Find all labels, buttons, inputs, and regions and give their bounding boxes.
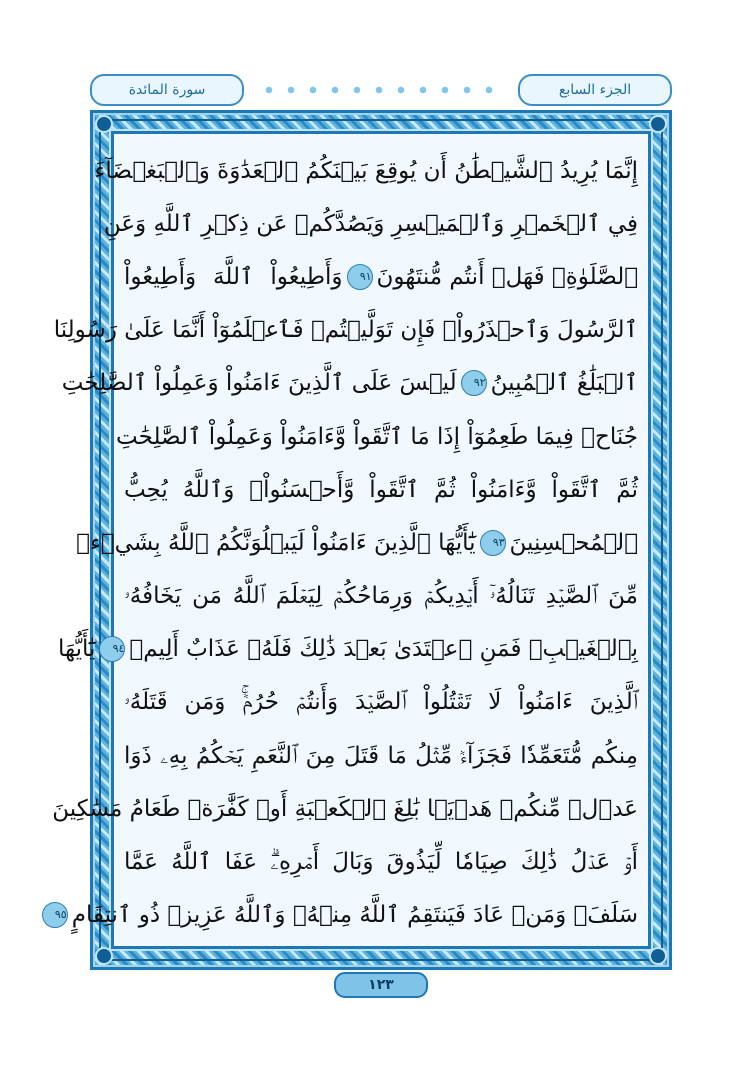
ayah-number-marker: ٩١ [347,264,373,290]
decorative-frame [52,110,672,970]
verse-text: مِّنَ ٱلصَّيۡدِ تَنَالُهُۥٓ أَيۡدِيكُمۡ وَرِمَاحُكُمۡ لِيَعۡلَمَ ٱللَّهُ مَن يَخَافُهُۥ [124,583,638,610]
verse-text: وَأَطِيعُواْ ٱللَّهَ وَأَطِيعُواْ [124,263,343,290]
verse-text: سَلَفَۚ وَمَنۡ عَادَ فَيَنتَقِمُ ٱللَّهُ مِنۡهُۚ وَٱللَّهُ عَزِيزٞ ذُو ٱنتِقَامٍ [71,902,638,929]
ayah-number-marker: ٩٥ [42,902,68,928]
verse-line [76,516,638,569]
header-ornament [258,82,504,98]
page-header [90,72,672,108]
verse-text: فِي ٱلۡخَمۡرِ وَٱلۡمَيۡسِرِ وَيَصُدَّكُمۡ عَن ذِكۡرِ ٱللَّهِ وَعَنِ [103,210,638,237]
verse-line [124,250,638,303]
mushaf-page [52,72,672,997]
verse-text: ٱلرَّسُولَ وَٱحۡذَرُواْۚ فَإِن تَوَلَّيۡتُمۡ فَٱعۡلَمُوٓاْ أَنَّمَا عَلَىٰ رَسُولِنَا [53,317,638,344]
verse-text-area [52,144,638,936]
verse-text: يَٰٓأَيُّهَا ٱلَّذِينَ ءَامَنُواْ لَيَبۡلُوَنَّكُمُ ٱللَّهُ بِشَيۡءٖ [76,529,476,556]
verse-line [53,304,638,357]
verse-text: يَٰٓأَيُّهَا [57,636,96,663]
verse-line [124,835,638,888]
ayah-number-marker: ٩٣ [480,530,506,556]
verse-line [124,463,638,516]
ayah-number-marker: ٩٤ [99,636,125,662]
verse-line [124,570,638,623]
verse-text: جُنَاحٞ فِيمَا طَعِمُوٓاْ إِذَا مَا ٱتَّقَواْ وَّءَامَنُواْ وَعَمِلُواْ ٱلصَّٰلِحَٰتِ [116,423,638,450]
text-panel [52,131,651,949]
verse-line [54,889,638,942]
verse-line [52,782,638,835]
verse-text: ٱلصَّلَوٰةِۖ فَهَلۡ أَنتُم مُّنتَهُونَ [376,263,638,290]
corner-ornament-icon [649,115,667,133]
page-number: ١٢٣ [334,972,428,998]
verse-text: بِٱلۡغَيۡبِۚ فَمَنِ ٱعۡتَدَىٰ بَعۡدَ ذَٰلِكَ فَلَهُۥ عَذَابٌ أَلِيمٞ [129,636,638,663]
verse-text: مِنكُم مُّتَعَمِّدٗا فَجَزَآءٞ مِّثۡلُ مَا قَتَلَ مِنَ ٱلنَّعَمِ يَحۡكُمُ بِهِۦ ذَوَا [124,742,638,769]
corner-ornament-icon [649,947,667,965]
verse-text: أَوۡ عَدۡلُ ذَٰلِكَ صِيَامٗا لِّيَذُوقَ وَبَالَ أَمۡرِهِۦۗ عَفَا ٱللَّهُ عَمَّا [124,849,638,876]
verse-text: ثُمَّ ٱتَّقَواْ وَّءَامَنُواْ ثُمَّ ٱتَّقَواْ وَّأَحۡسَنُواْۚ وَٱللَّهُ يُحِبُّ [124,476,638,503]
page-footer [90,970,672,1000]
ayah-number-marker: ٩٢ [461,370,487,396]
verse-text: ٱلۡمُحۡسِنِينَ [509,529,638,556]
verse-line [103,197,638,250]
verse-line [124,729,638,782]
verse-line [57,623,638,676]
verse-line [124,676,638,729]
corner-ornament-icon [95,947,113,965]
verse-line [61,357,638,410]
verse-text: ٱلۡبَلَٰغُ ٱلۡمُبِينُ [490,370,638,397]
verse-text: ٱلَّذِينَ ءَامَنُواْ لَا تَقۡتُلُواْ ٱلصَّيۡدَ وَأَنتُمۡ حُرُمٞۚ وَمَن قَتَلَهُۥ [124,689,638,716]
verse-text: عَدۡلٖ مِّنكُمۡ هَدۡيَۢا بَٰلِغَ ٱلۡكَعۡبَةِ أَوۡ كَفَّٰرَةٞ طَعَامُ مَسَٰكِينَ [52,795,638,822]
verse-text: لَيۡسَ عَلَى ٱلَّذِينَ ءَامَنُواْ وَعَمِلُواْ ٱلصَّٰلِحَٰتِ [61,370,457,397]
surah-name-label: سورة المائدة [90,74,244,106]
verse-line [94,144,638,197]
verse-text: إِنَّمَا يُرِيدُ ٱلشَّيۡطَٰنُ أَن يُوقِعَ بَيۡنَكُمُ ٱلۡعَدَٰوَةَ وَٱلۡبَغۡضَآءَ [94,157,638,184]
juz-label: الجزء السابع [518,74,672,106]
verse-line [116,410,638,463]
